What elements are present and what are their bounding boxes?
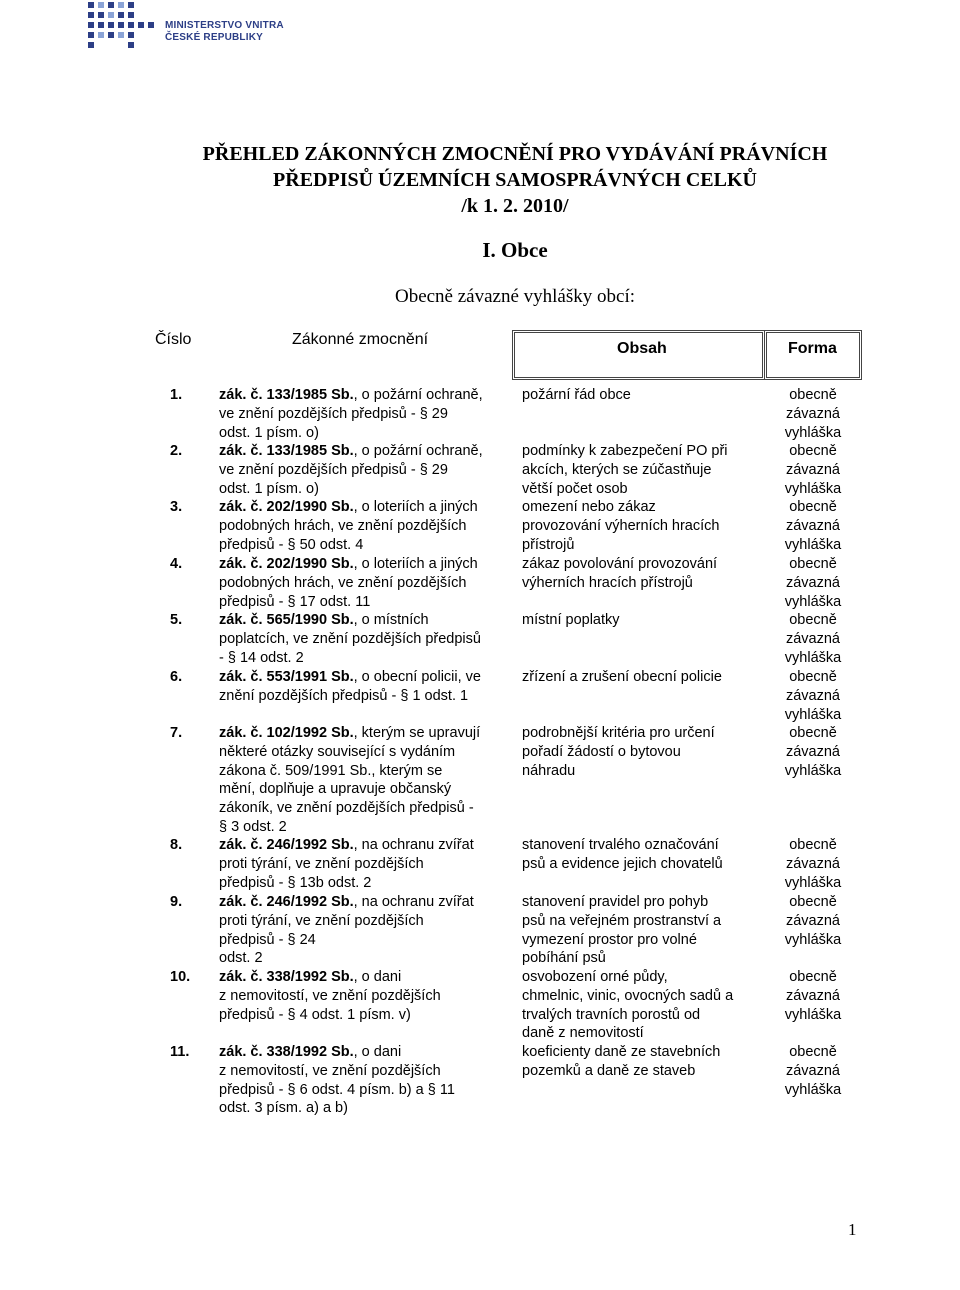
row-legal-basis [219,386,511,442]
logo-icon [88,0,168,56]
legal-basis-line: podobných hrách, ve znění pozdějších [219,517,467,534]
form-line: vyhláška [784,480,842,497]
content-line: koeficienty daně ze stavebních [522,1044,721,1060]
content-line: pobíhání psů [522,950,606,967]
legal-basis-line: zák. č. 133/1985 Sb., o požární ochraně, [219,387,483,403]
row-form [768,836,858,892]
column-header-number: Číslo [155,331,192,348]
legal-basis-line: poplatcích, ve znění pozdějších předpisů [219,630,481,647]
row-content [522,555,760,593]
legal-basis-line: zákona č. 509/1991 Sb., kterým se [219,762,443,779]
form-line: závazná [785,630,840,647]
column-header-form: Forma [788,340,837,357]
content-line: stanovení trvalého označování [522,837,719,853]
row-content [522,1043,760,1081]
column-header-content: Obsah [617,340,667,357]
row-content [522,386,760,405]
form-line: vyhláška [784,931,842,948]
form-line: závazná [785,855,840,872]
legal-basis-line: zákoník, ve znění pozdějších předpisů - [219,800,474,817]
legal-basis-line: proti týrání, ve znění pozdějších [219,855,424,872]
content-line: přístrojů [522,536,575,553]
form-line: obecně [789,612,837,628]
form-line: obecně [789,969,837,985]
content-line: zákaz povolování provozování [522,556,718,572]
section-heading: I. Obce [482,238,548,262]
row-number: 2. [170,443,183,459]
row-legal-basis [219,668,511,706]
document-title-date: /k 1. 2. 2010/ [461,195,569,217]
content-line: vymezení prostor pro volné [522,931,697,948]
legal-basis-line: - § 14 odst. 2 [219,649,304,666]
row-legal-basis [219,611,511,667]
row-number: 1. [170,387,183,403]
row-legal-basis [219,555,511,611]
legal-basis-line: odst. 2 [219,950,263,967]
row-legal-basis [219,498,511,554]
row-number: 7. [170,725,183,741]
content-line: podrobnější kritéria pro určení [522,725,715,741]
form-line: obecně [789,499,837,515]
content-line: psů na veřejném prostranství a [522,912,722,929]
content-line: zřízení a zrušení obecní policie [522,669,722,685]
legal-basis-line: zák. č. 246/1992 Sb., na ochranu zvířat [219,837,474,853]
row-form [768,1043,858,1099]
legal-basis-line: zák. č. 565/1990 Sb., o místních [219,612,429,628]
legal-basis-line: ve znění pozdějších předpisů - § 29 [219,461,448,478]
form-line: vyhláška [784,536,842,553]
legal-basis-line: předpisů - § 13b odst. 2 [219,874,372,891]
content-line: osvobození orné půdy, [522,969,668,985]
form-line: obecně [789,725,837,741]
document-title-line-1: PŘEHLED ZÁKONNÝCH ZMOCNĚNÍ PRO VYDÁVÁNÍ PRÁVNÍCH [202,143,828,165]
legal-basis-line: zák. č. 338/1992 Sb., o dani [219,969,402,985]
content-line: větší počet osob [522,480,628,497]
row-legal-basis [219,893,511,968]
row-number: 9. [170,894,183,910]
row-content [522,893,760,968]
row-number: 5. [170,612,183,628]
row-number: 3. [170,499,183,515]
row-number: 6. [170,669,183,685]
row-form [768,555,858,611]
legal-basis-line: znění pozdějších předpisů - § 1 odst. 1 [219,687,469,704]
content-line: pozemků a daně ze staveb [522,1062,696,1079]
form-line: obecně [789,894,837,910]
legal-basis-line: proti týrání, ve znění pozdějších [219,912,424,929]
content-line: požární řád obce [522,387,631,403]
legal-basis-line: odst. 1 písm. o) [219,480,319,497]
row-form [768,968,858,1024]
content-line: výherních hracích přístrojů [522,574,693,591]
row-number: 10. [170,969,191,985]
form-line: závazná [785,687,840,704]
row-number: 4. [170,556,183,572]
form-line: obecně [789,443,837,459]
content-line: trvalých travních porostů od [522,1006,701,1023]
row-form [768,668,858,724]
form-line: obecně [789,837,837,853]
legal-basis-line: zák. č. 246/1992 Sb., na ochranu zvířat [219,894,474,910]
form-line: vyhláška [784,762,842,779]
legal-basis-line: zák. č. 553/1991 Sb., o obecní policii, ve [219,669,481,685]
content-line: provozování výherních hracích [522,517,720,534]
row-legal-basis [219,1043,511,1118]
row-form [768,893,858,949]
row-legal-basis [219,442,511,498]
form-line: vyhláška [784,1006,842,1023]
legal-basis-line: předpisů - § 17 odst. 11 [219,593,371,610]
row-legal-basis [219,968,511,1024]
legal-basis-line: z nemovitostí, ve znění pozdějších [219,987,441,1004]
page-number: 1 [848,1220,857,1239]
row-content [522,498,760,554]
legal-basis-line: podobných hrách, ve znění pozdějších [219,574,467,591]
column-header-law: Zákonné zmocnění [292,331,429,348]
form-line: závazná [785,987,840,1004]
content-line: chmelnic, vinic, ovocných sadů a [522,987,734,1004]
form-line: obecně [789,556,837,572]
form-line: vyhláška [784,1081,842,1098]
content-line: náhradu [522,762,576,779]
row-number: 8. [170,837,183,853]
content-line: daně z nemovitostí [522,1025,644,1042]
legal-basis-line: některé otázky související s vydáním [219,743,456,760]
row-content [522,668,760,687]
content-line: pořadí žádostí o bytovou [522,743,681,760]
form-line: vyhláška [784,874,842,891]
legal-basis-line: zák. č. 102/1992 Sb., kterým se upravují [219,725,481,741]
legal-basis-line: mění, doplňuje a upravuje občanský [219,781,452,798]
row-form [768,498,858,554]
legal-basis-line: předpisů - § 50 odst. 4 [219,536,364,553]
row-form [768,386,858,442]
form-line: vyhláška [784,649,842,666]
legal-basis-line: odst. 1 písm. o) [219,424,319,441]
logo-text [165,20,284,44]
form-line: obecně [789,669,837,685]
form-line: závazná [785,517,840,534]
row-content [522,724,760,780]
form-line: závazná [785,912,840,929]
legal-basis-line: zák. č. 338/1992 Sb., o dani [219,1044,402,1060]
row-form [768,724,858,780]
legal-basis-line: zák. č. 202/1990 Sb., o loteriích a jiných [219,556,478,572]
form-line: závazná [785,461,840,478]
row-form [768,611,858,667]
legal-basis-line: předpisů - § 4 odst. 1 písm. v) [219,1006,411,1023]
logo-line-2: ČESKÉ REPUBLIKY [165,32,264,43]
content-line: psů a evidence jejich chovatelů [522,855,723,872]
document-title-line-2: PŘEDPISŮ ÚZEMNÍCH SAMOSPRÁVNÝCH CELKŮ [273,169,757,191]
form-line: vyhláška [784,424,842,441]
row-content [522,836,760,874]
form-line: závazná [785,743,840,760]
row-content [522,611,760,630]
row-number: 11. [170,1044,190,1060]
form-line: obecně [789,387,837,403]
legal-basis-line: § 3 odst. 2 [219,818,287,835]
content-line: podmínky k zabezpečení PO při [522,443,728,459]
legal-basis-line: odst. 3 písm. a) a b) [219,1100,348,1117]
section-subheading: Obecně závazné vyhlášky obcí: [394,286,636,307]
legal-basis-line: ve znění pozdějších předpisů - § 29 [219,405,448,422]
ministry-logo [88,0,288,56]
form-line: vyhláška [784,706,842,723]
form-line: závazná [785,1062,840,1079]
content-line: místní poplatky [522,612,620,628]
row-content [522,442,760,498]
form-line: závazná [785,405,840,422]
form-line: závazná [785,574,840,591]
content-line: stanovení pravidel pro pohyb [522,894,709,910]
legal-basis-line: zák. č. 133/1985 Sb., o požární ochraně, [219,443,483,459]
row-content [522,968,760,1043]
content-line: omezení nebo zákaz [522,499,656,515]
legal-basis-line: zák. č. 202/1990 Sb., o loteriích a jiných [219,499,478,515]
row-form [768,442,858,498]
legal-basis-line: předpisů - § 24 [219,931,316,948]
logo-line-1: MINISTERSTVO VNITRA [165,20,284,31]
row-legal-basis [219,836,511,892]
legal-basis-line: z nemovitostí, ve znění pozdějších [219,1062,441,1079]
row-legal-basis [219,724,511,837]
content-line: akcích, kterých se zúčastňuje [522,461,712,478]
legal-basis-line: předpisů - § 6 odst. 4 písm. b) a § 11 [219,1081,455,1098]
form-line: vyhláška [784,593,842,610]
form-line: obecně [789,1044,837,1060]
